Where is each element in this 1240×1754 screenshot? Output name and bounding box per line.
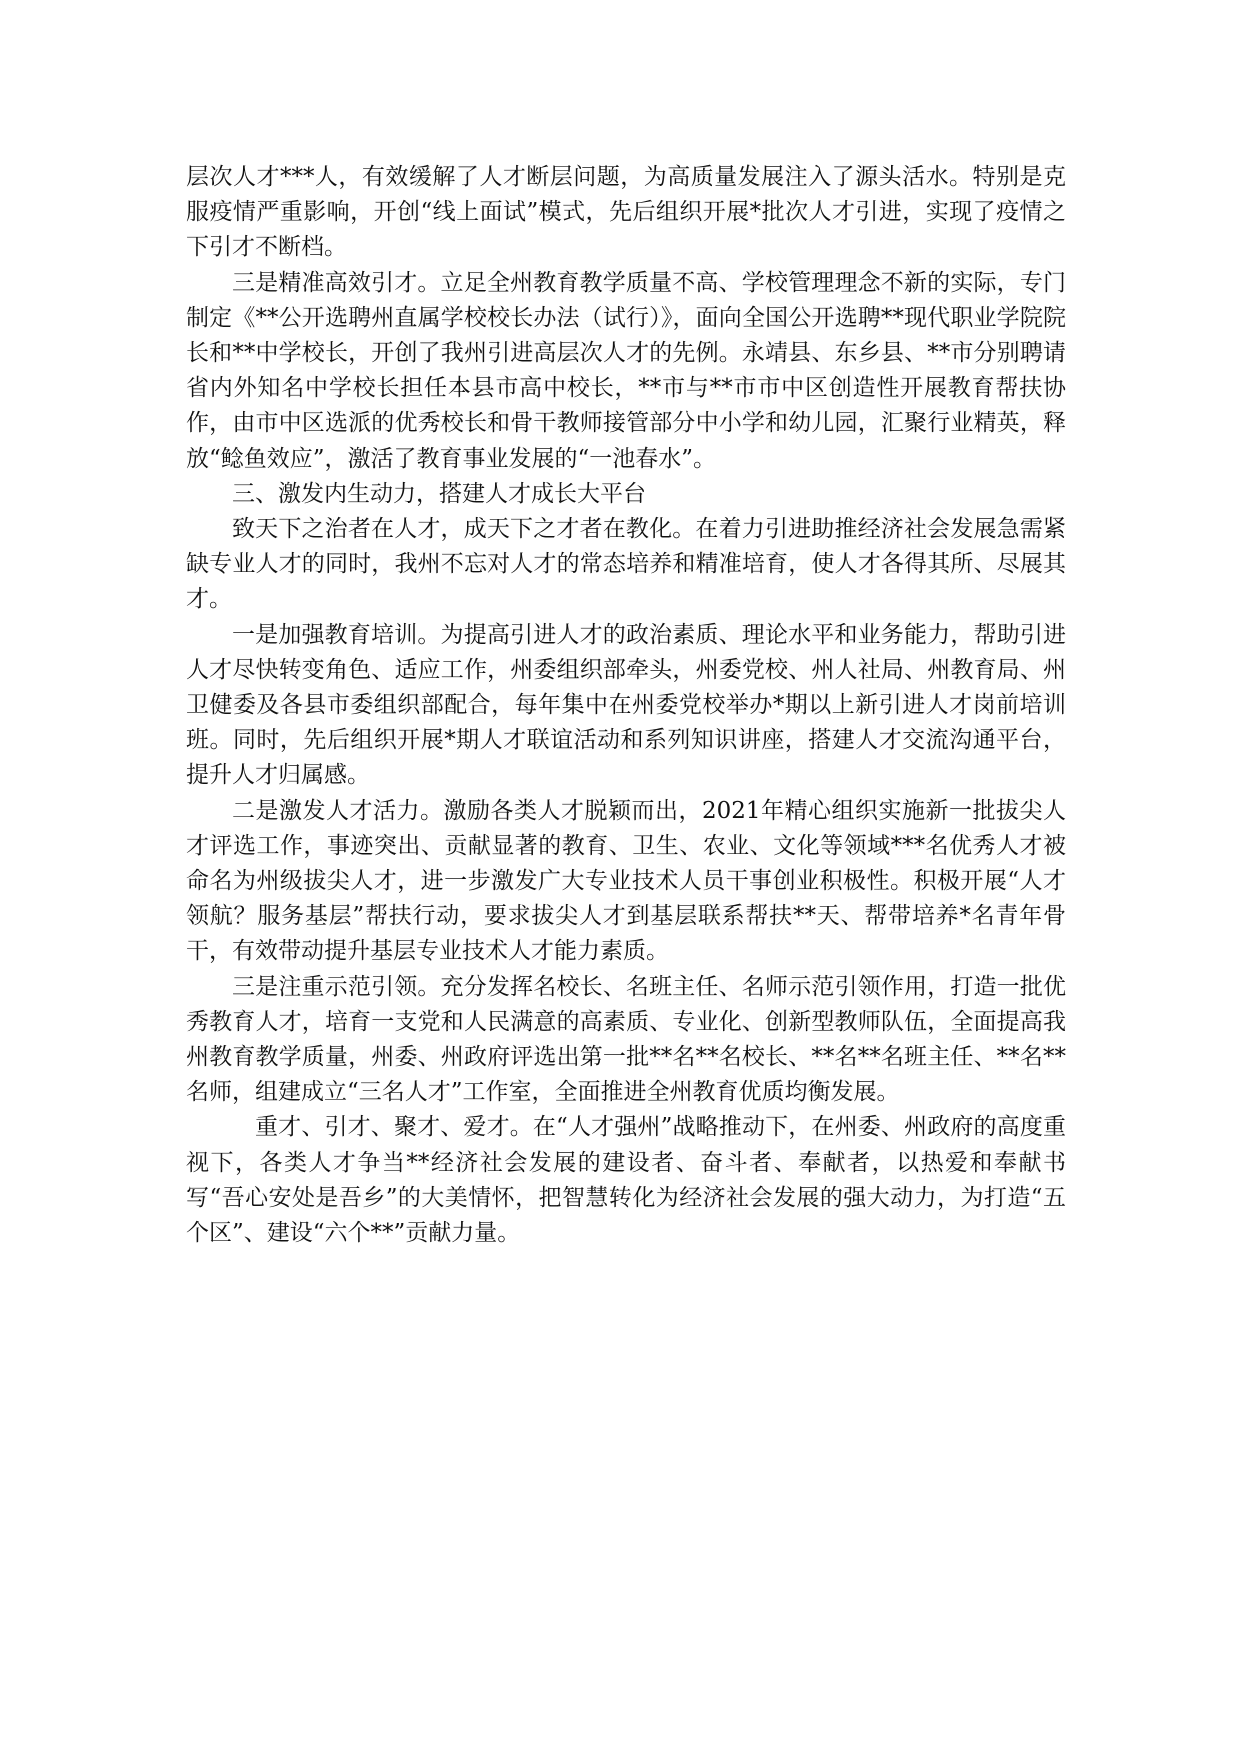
paragraph-conclusion: 重才、引才、聚才、爱才。在“人才强州”战略推动下，在州委、州政府的高度重视下，各类人才争当**经济社会发展的建设者、奋斗者、奉献者，以热爱和奉献书写“吾心安处是吾乡”的大美情怀，把智慧转化为经济社会发展的强大动力，为打造“五个区”、建设“六个**”贡献力量。: [186, 1114, 1066, 1247]
paragraph-section-intro: 致天下之治者在人才，成天下之才者在教化。在着力引进助推经济社会发展急需紧缺专业人才的同时，我州不忘对人才的常态培养和精准培育，使人才各得其所、尽展其才。: [186, 516, 1066, 613]
paragraph-continuation: 层次人才***人，有效缓解了人才断层问题，为高质量发展注入了源头活水。特别是克服疫情严重影响，开创“线上面试”模式，先后组织开展*批次人才引进，实现了疫情之下引才不断档。: [186, 164, 1066, 261]
paragraph-talent-vitality: 二是激发人才活力。激励各类人才脱颖而出，2021年精心组织实施新一批拔尖人才评选工作，事迹突出、贡献显著的教育、卫生、农业、文化等领域***名优秀人才被命名为州级拔尖人才，进一步激发广大专业技术人员干事创业积极性。积极开展“人才领航？服务基层”帮扶行动，要求拔尖人才到基层联系帮扶**天、帮带培养*名青年骨干，有效带动提升基层专业技术人才能力素质。: [186, 797, 1066, 965]
section-heading-three: 三、激发内生动力，搭建人才成长大平台: [232, 480, 646, 507]
paragraph-education-training: 一是加强教育培训。为提高引进人才的政治素质、理论水平和业务能力，帮助引进人才尽快转变角色、适应工作，州委组织部牵头，州委党校、州人社局、州教育局、州卫健委及各县市委组织部配合，每年集中在州委党校举办*期以上新引进人才岗前培训班。同时，先后组织开展*期人才联谊活动和系列知识讲座，搭建人才交流沟通平台，提升人才归属感。: [186, 621, 1066, 789]
paragraph-precise-recruitment: 三是精准高效引才。立足全州教育教学质量不高、学校管理理念不新的实际，专门制定《**公开选聘州直属学校校长办法（试行）》，面向全国公开选聘**现代职业学院院长和**中学校长，开创了我州引进高层次人才的先例。永靖县、东乡县、**市分别聘请省内外知名中学校长担任本县市高中校长，**市与**市市中区创造性开展教育帮扶协作，由市中区选派的优秀校长和骨干教师接管部分中小学和幼儿园，汇聚行业精英，释放“鲶鱼效应”，激活了教育事业发展的“一池春水”。: [186, 269, 1066, 472]
paragraph-demonstration-leading: 三是注重示范引领。充分发挥名校长、名班主任、名师示范引领作用，打造一批优秀教育人才，培育一支党和人民满意的高素质、专业化、创新型教师队伍，全面提高我州教育教学质量，州委、州政府评选出第一批**名**名校长、**名**名班主任、**名**名师，组建成立“三名人才”工作室，全面推进全州教育优质均衡发展。: [186, 973, 1066, 1106]
document-body: [186, 160, 1066, 1251]
